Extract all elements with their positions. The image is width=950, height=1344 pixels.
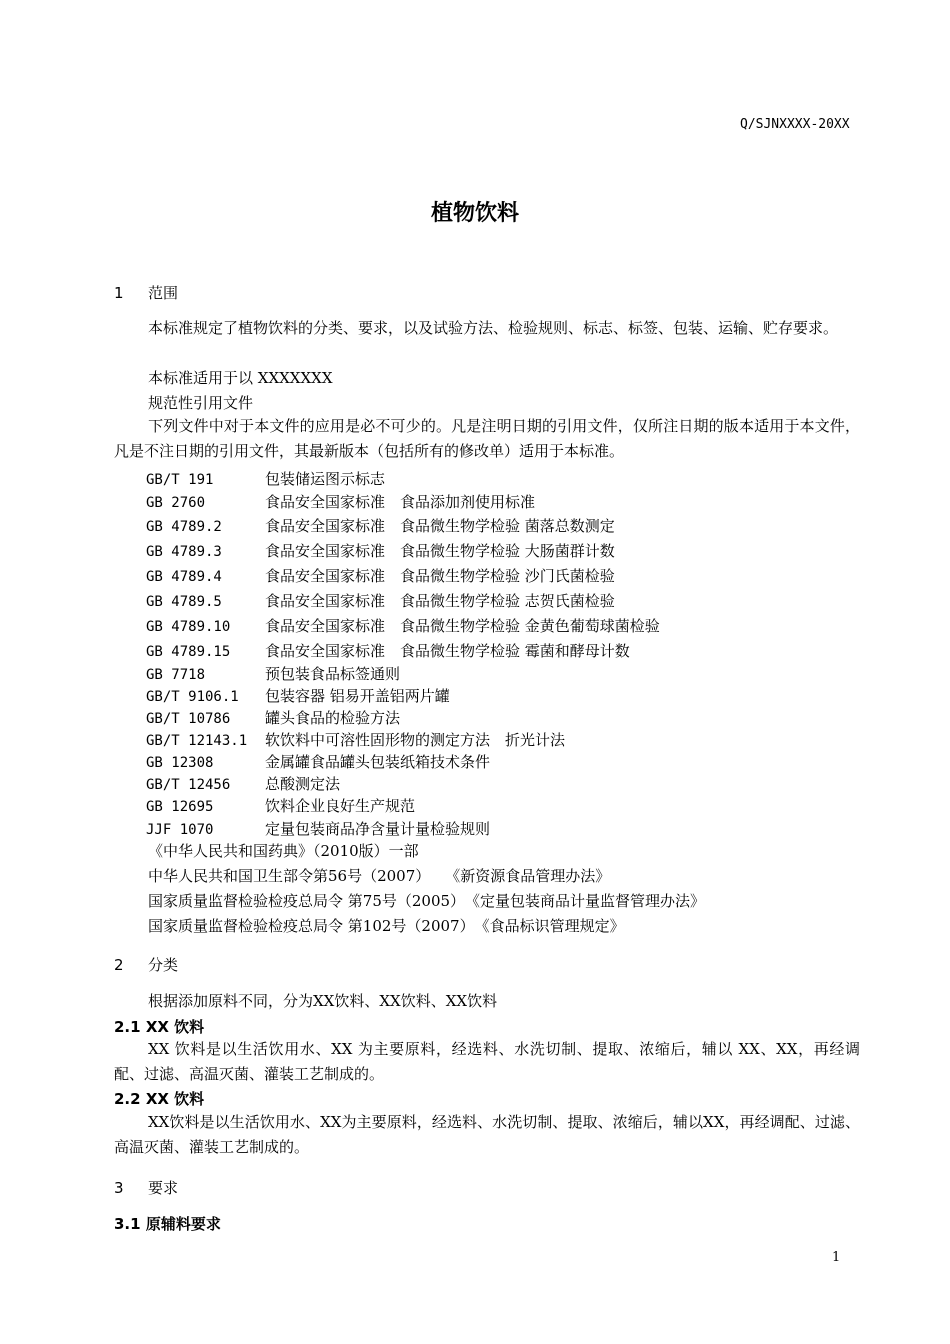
reference-code: JJF 1070	[146, 822, 214, 838]
section-heading-2	[114, 954, 178, 975]
other-reference-1: 《中华人民共和国药典》（2010版）一部	[148, 842, 419, 860]
classification-paragraph-2-1	[114, 1037, 860, 1087]
reference-title: 食品安全国家标准 食品微生物学检验 沙门氏菌检验	[265, 567, 615, 585]
reference-title: 软饮料中可溶性固形物的测定方法 折光计法	[265, 731, 566, 749]
reference-title: 食品安全国家标准 食品微生物学检验 菌落总数测定	[265, 517, 615, 535]
reference-title: 罐头食品的检验方法	[265, 709, 401, 727]
reference-code: GB 2760	[146, 495, 206, 511]
section-title: 分类	[148, 956, 179, 974]
subsection-heading-2-2	[114, 1088, 204, 1109]
reference-code: GB/T 12456	[146, 777, 231, 793]
subsection-number: 2.2	[114, 1090, 141, 1108]
scope-paragraph-3: 规范性引用文件	[148, 394, 254, 412]
section-heading-1	[114, 282, 178, 303]
reference-title: 食品安全国家标准 食品微生物学检验 金黄色葡萄球菌检验	[265, 617, 660, 635]
subsection-number: 2.1	[114, 1018, 141, 1036]
scope-paragraph-2: 本标准适用于以 XXXXXXX	[148, 369, 333, 387]
reference-title: 食品安全国家标准 食品微生物学检验 大肠菌群计数	[265, 542, 615, 560]
section-number: 2	[114, 956, 124, 974]
other-reference-4: 国家质量监督检验检疫总局令 第102号（2007） 《食品标识管理规定》	[148, 917, 625, 935]
subsection-heading-2-1	[114, 1016, 204, 1037]
scope-text: 下列文件中对于本文件的应用是必不可少的。凡是注明日期的引用文件，仅所注日期的版本适用于本文件，凡是不注日期的引用文件，其最新版本（包括所有的修改单）适用于本标准。	[114, 417, 860, 460]
reference-title: 饮料企业良好生产规范	[265, 797, 416, 815]
reference-code: GB 4789.3	[146, 544, 222, 560]
reference-title: 预包装食品标签通则	[265, 665, 401, 683]
reference-item	[146, 590, 615, 611]
classification-intro: 根据添加原料不同，分为XX饮料、XX饮料、XX饮料	[148, 992, 498, 1010]
reference-code: GB/T 12143.1	[146, 733, 248, 749]
reference-item	[146, 707, 400, 728]
classification-text: XX 饮料是以生活饮用水、XX 为主要原料，经选料、水洗切制、提取、浓缩后，辅以 XX、XX，再经调配、过滤、高温灭菌、灌装工艺制成的。	[114, 1040, 860, 1083]
reference-code: GB 4789.10	[146, 619, 231, 635]
reference-code: GB 4789.2	[146, 519, 222, 535]
section-number: 3	[114, 1179, 124, 1197]
reference-title: 食品安全国家标准 食品微生物学检验 霉菌和酵母计数	[265, 642, 630, 660]
reference-item	[146, 491, 535, 512]
reference-item	[146, 540, 615, 561]
subsection-title: XX 饮料	[145, 1090, 205, 1108]
document-code: Q/SJNXXXX-20XX	[740, 117, 850, 132]
reference-title: 食品安全国家标准 食品添加剂使用标准	[265, 493, 536, 511]
reference-item	[146, 515, 615, 536]
reference-item	[146, 685, 450, 706]
classification-paragraph-2-2	[114, 1110, 860, 1160]
reference-code: GB 7718	[146, 667, 206, 683]
reference-code: GB 4789.4	[146, 569, 222, 585]
reference-title: 定量包装商品净含量计量检验规则	[265, 820, 491, 838]
reference-title: 食品安全国家标准 食品微生物学检验 志贺氏菌检验	[265, 592, 615, 610]
section-number: 1	[114, 284, 124, 302]
scope-paragraph-4	[114, 414, 860, 464]
reference-item	[146, 795, 415, 816]
reference-code: GB 4789.15	[146, 644, 231, 660]
reference-item	[146, 751, 490, 772]
reference-item	[146, 663, 400, 684]
section-title: 要求	[148, 1179, 179, 1197]
subsection-title: XX 饮料	[145, 1018, 205, 1036]
page-number: 1	[832, 1250, 841, 1265]
reference-title: 包装容器 铝易开盖铝两片罐	[265, 687, 450, 705]
other-reference-2: 中华人民共和国卫生部令第56号（2007） 《新资源食品管理办法》	[148, 867, 611, 885]
subsection-number: 3.1	[114, 1215, 141, 1233]
reference-item	[146, 773, 340, 794]
scope-text: 本标准规定了植物饮料的分类、要求，以及试验方法、检验规则、标志、标签、包装、运输、贮存要求。	[148, 319, 839, 337]
reference-code: GB/T 9106.1	[146, 689, 239, 705]
document-title: 植物饮料	[430, 201, 519, 226]
reference-item	[146, 640, 630, 661]
reference-code: GB 12695	[146, 799, 214, 815]
other-reference-3: 国家质量监督检验检疫总局令 第75号（2005） 《定量包装商品计量监督管理办法》	[148, 892, 706, 910]
section-title: 范围	[148, 284, 179, 302]
scope-paragraph-1	[114, 316, 860, 341]
section-heading-3	[114, 1177, 178, 1198]
reference-code: GB/T 10786	[146, 711, 231, 727]
reference-code: GB 4789.5	[146, 594, 222, 610]
classification-text: XX饮料是以生活饮用水、XX为主要原料，经选料、水洗切制、提取、浓缩后，辅以XX，再经调配、过滤、高温灭菌、灌装工艺制成的。	[114, 1113, 860, 1156]
subsection-title: 原辅料要求	[145, 1215, 221, 1233]
reference-code: GB 12308	[146, 755, 214, 771]
reference-item	[146, 729, 565, 750]
reference-item	[146, 818, 490, 839]
reference-code: GB/T 191	[146, 472, 214, 488]
reference-item	[146, 468, 385, 489]
reference-title: 总酸测定法	[265, 775, 341, 793]
subsection-heading-3-1	[114, 1213, 221, 1234]
reference-item	[146, 565, 615, 586]
reference-item	[146, 615, 660, 636]
reference-title: 包装储运图示标志	[265, 470, 386, 488]
reference-title: 金属罐食品罐头包装纸箱技术条件	[265, 753, 491, 771]
